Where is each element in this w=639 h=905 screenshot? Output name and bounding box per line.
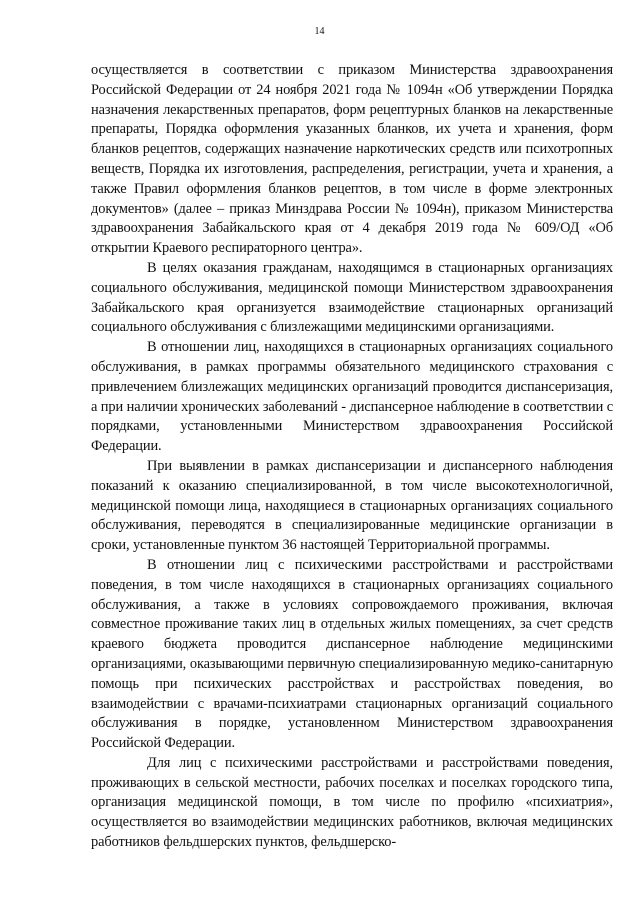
paragraph: В отношении лиц с психическими расстройствами и расстройствами поведения, в том числе находящихся в стационарных организациях социального обслуживания, а также в условиях сопровождаемого проживания, включая совместное проживание таких лиц в отдельных жилых помещениях, за счет средств краевого бюджета проводится диспансерное наблюдение медицинскими организациями, оказывающими первичную специализированную медико-санитарную помощь при психических расстройствах и расстройствах поведения, во взаимодействии с врачами-психиатрами стационарных организаций социального обслуживания в порядке, установленном Министерством здравоохранения Российской Федерации. bbox=[91, 556, 613, 752]
page-number: 14 bbox=[314, 26, 325, 37]
paragraph-continuation: осуществляется в соответствии с приказом Министерства здравоохранения Российской Федерации от 24 ноября 2021 года № 1094н «Об утверждении Порядка назначения лекарственных препаратов, форм рецептурных бланков на лекарственные препараты, Порядка оформления указанных бланков, их учета и хранения, форм бланков рецептов, содержащих назначение наркотических средств или психотропных веществ, Порядка их изготовления, распределения, регистрации, учета и хранения, а также Правил оформления бланков рецептов, в том числе в форме электронных документов» (далее – приказ Минздрава России № 1094н), приказом Министерства здравоохранения Забайкальского края от 4 декабря 2019 года № 609/ОД «Об открытии Краевого респираторного центра». bbox=[91, 62, 613, 257]
paragraph: При выявлении в рамках диспансеризации и диспансерного наблюдения показаний к оказанию специализированной, в том числе высокотехнологичной, медицинской помощи лица, находящиеся в стационарных организациях социального обслуживания, переводятся в специализированные медицинские организации в сроки, установленные пунктом 36 настоящей Территориальной программы. bbox=[91, 457, 613, 554]
paragraph: Для лиц с психическими расстройствами и расстройствами поведения, проживающих в сельской местности, рабочих поселках и поселках городского типа, организация медицинской помощи, в том числе по профилю «психиатрия», осуществляется во взаимодействии медицинских работников, включая медицинских работников фельдшерских пунктов, фельдшерско- bbox=[91, 754, 613, 851]
paragraph: В целях оказания гражданам, находящимся в стационарных организациях социального обслуживания, медицинской помощи Министерством здравоохранения Забайкальского края организуется взаимодействие стационарных организаций социального обслуживания с близлежащими медицинскими организациями. bbox=[91, 259, 613, 336]
paragraph: В отношении лиц, находящихся в стационарных организациях социального обслуживания, в рамках программы обязательного медицинского страхования с привлечением близлежащих медицинских организаций проводится диспансеризация, а при наличии хронических заболеваний - диспансерное наблюдение в соответствии с порядками, установленными Министерством здравоохранения Российской Федерации. bbox=[91, 339, 613, 455]
document-body bbox=[91, 61, 613, 853]
